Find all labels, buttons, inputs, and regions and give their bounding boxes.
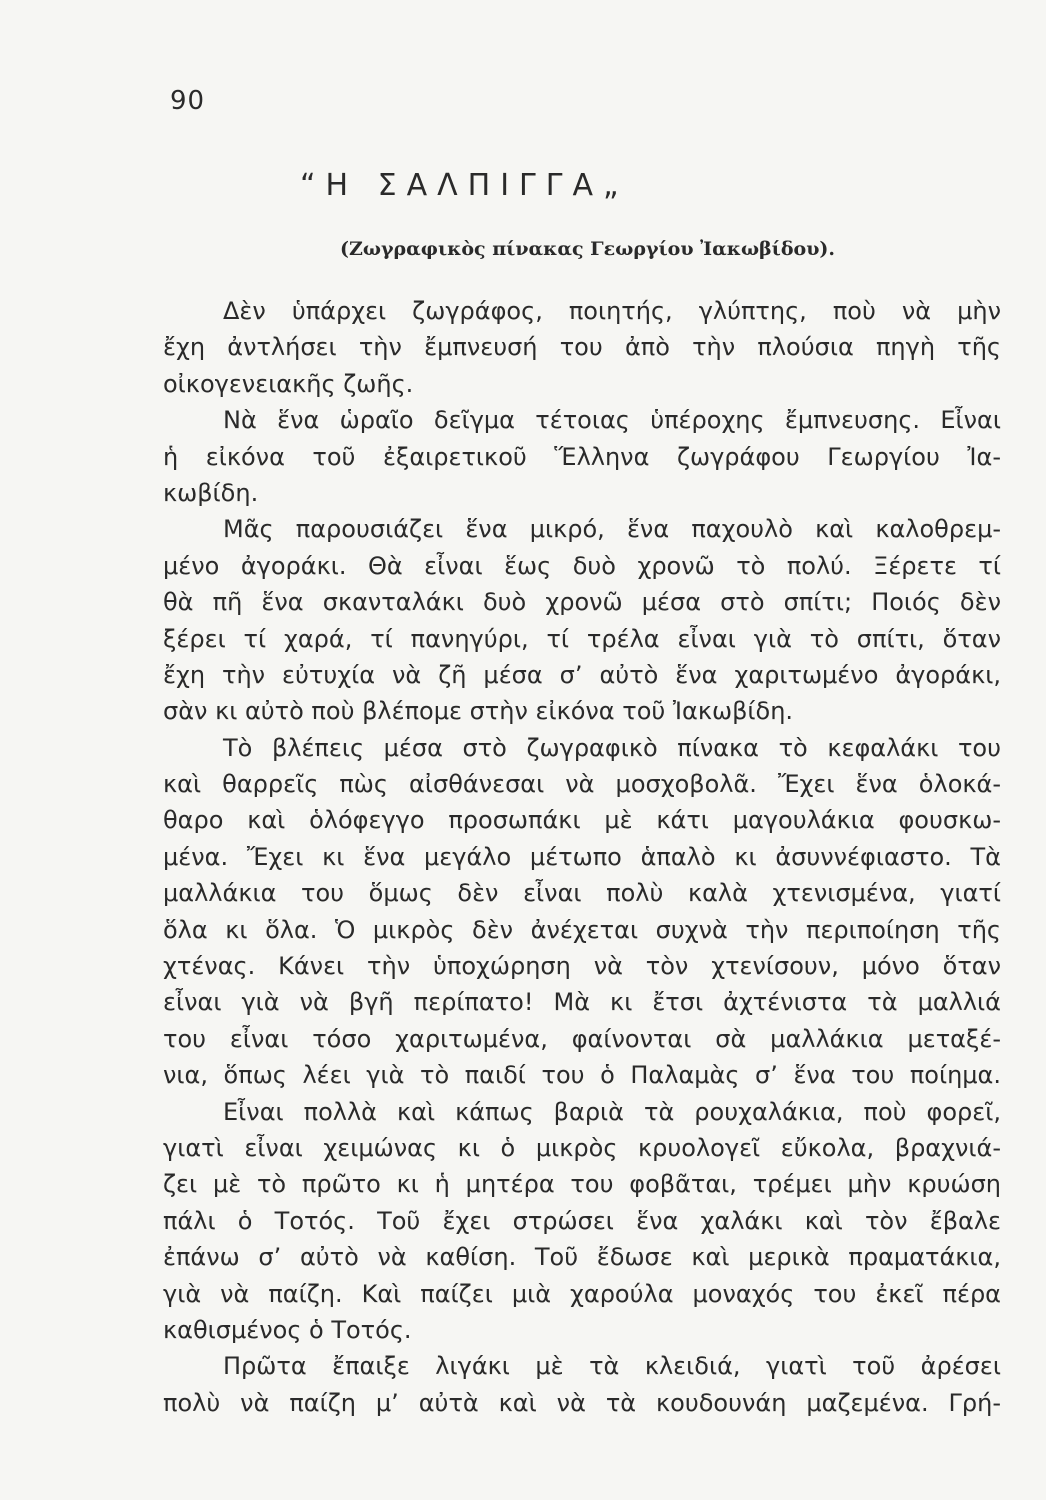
text-line: μένο ἀγοράκι. Θὰ εἶναι ἕως δυὸ χρονῶ τὸ πολύ. Ξέρετε τί [163, 551, 1001, 580]
page-number: 90 [170, 86, 206, 116]
text-line: Τὸ βλέπεις μέσα στὸ ζωγραφικὸ πίνακα τὸ κεφαλάκι του [223, 733, 1001, 762]
text-line: πάλι ὁ Τοτός. Τοῦ ἔχει στρώσει ἕνα χαλάκι καὶ τὸν ἔβαλε [163, 1206, 1001, 1235]
body-text [163, 293, 1001, 1421]
text-line: χτένας. Κάνει τὴν ὑποχώρηση νὰ τὸν χτενίσουν, μόνο ὅταν [163, 952, 1001, 981]
text-line: μένα. Ἔχει κι ἕνα μεγάλο μέτωπο ἁπαλὸ κι ἀσυννέφιαστο. Τὰ [163, 842, 1001, 871]
text-line: του εἶναι τόσο χαριτωμένα, φαίνονται σὰ μαλλάκια μεταξέ- [163, 1024, 1001, 1053]
text-line: σὰν κι αὐτὸ ποὺ βλέπομε στὴν εἰκόνα τοῦ Ἰακωβίδη. [163, 697, 794, 726]
text-line: Νὰ ἕνα ὡραῖο δεῖγμα τέτοιας ὑπέροχης ἔμπνευσης. Εἶναι [223, 406, 1001, 435]
page-title: “Η ΣΑΛΠΙΓΓΑ„ [300, 168, 629, 203]
text-line: καθισμένος ὁ Τοτός. [163, 1315, 412, 1344]
subtitle: (Ζωγραφικὸς πίνακας Γεωργίου Ἰακωβίδου). [340, 238, 836, 260]
text-line: θὰ πῆ ἕνα σκανταλάκι δυὸ χρονῶ μέσα στὸ σπίτι; Ποιός δὲν [163, 588, 1001, 617]
text-line: Δὲν ὑπάρχει ζωγράφος, ποιητής, γλύπτης, ποὺ νὰ μὴν [223, 297, 1001, 325]
text-line: καὶ θαρρεῖς πὼς αἰσθάνεσαι νὰ μοσχοβολᾶ. Ἔχει ἕνα ὁλοκά- [163, 770, 1001, 799]
text-line: Μᾶς παρουσιάζει ἕνα μικρό, ἕνα παχουλὸ καὶ καλοθρεμ- [223, 515, 1001, 544]
text-line: εἶναι γιὰ νὰ βγῆ περίπατο! Μὰ κι ἔτσι ἀχτένιστα τὰ μαλλιά [163, 988, 1001, 1017]
text-line: πολὺ νὰ παίζη μ’ αὐτὰ καὶ νὰ τὰ κουδουνάη μαζεμένα. Γρή- [163, 1388, 1001, 1417]
text-line: μαλλάκια του ὅμως δὲν εἶναι πολὺ καλὰ χτενισμένα, γιατί [163, 879, 1001, 908]
text-line: ζει μὲ τὸ πρῶτο κι ἡ μητέρα του φοβᾶται, τρέμει μὴν κρυώση [163, 1170, 1001, 1199]
text-line: γιὰ νὰ παίζη. Καὶ παίζει μιὰ χαρούλα μοναχός του ἐκεῖ πέρα [163, 1279, 1001, 1308]
text-line: οἰκογενειακῆς ζωῆς. [163, 369, 414, 398]
text-line: κωβίδη. [163, 478, 259, 507]
text-line: Πρῶτα ἔπαιξε λιγάκι μὲ τὰ κλειδιά, γιατὶ τοῦ ἀρέσει [223, 1352, 1001, 1381]
text-line: ἐπάνω σ’ αὐτὸ νὰ καθίση. Τοῦ ἔδωσε καὶ μερικὰ πραματάκια, [163, 1243, 1001, 1272]
text-line: ἔχη ἀντλήσει τὴν ἔμπνευσή του ἀπὸ τὴν πλούσια πηγὴ τῆς [163, 333, 1001, 362]
text-line: νια, ὅπως λέει γιὰ τὸ παιδί του ὁ Παλαμὰς σ’ ἕνα του ποίημα. [163, 1061, 1001, 1090]
text-line: θαρο καὶ ὁλόφεγγο προσωπάκι μὲ κάτι μαγουλάκια φουσκω- [163, 806, 1001, 835]
text-line: ἔχη τὴν εὐτυχία νὰ ζῆ μέσα σ’ αὐτὸ ἕνα χαριτωμένο ἀγοράκι, [163, 660, 1001, 689]
text-line: ὅλα κι ὅλα. Ὁ μικρὸς δὲν ἀνέχεται συχνὰ τὴν περιποίηση τῆς [163, 915, 1001, 944]
text-line: ξέρει τί χαρά, τί πανηγύρι, τί τρέλα εἶναι γιὰ τὸ σπίτι, ὅταν [163, 624, 1001, 653]
text-line: Εἶναι πολλὰ καὶ κάπως βαριὰ τὰ ρουχαλάκια, ποὺ φορεῖ, [223, 1097, 1001, 1126]
text-line: γιατὶ εἶναι χειμώνας κι ὁ μικρὸς κρυολογεῖ εὔκολα, βραχνιά- [163, 1133, 1001, 1162]
text-line: ἡ εἰκόνα τοῦ ἐξαιρετικοῦ Ἕλληνα ζωγράφου Γεωργίου Ἰα- [163, 442, 1001, 471]
